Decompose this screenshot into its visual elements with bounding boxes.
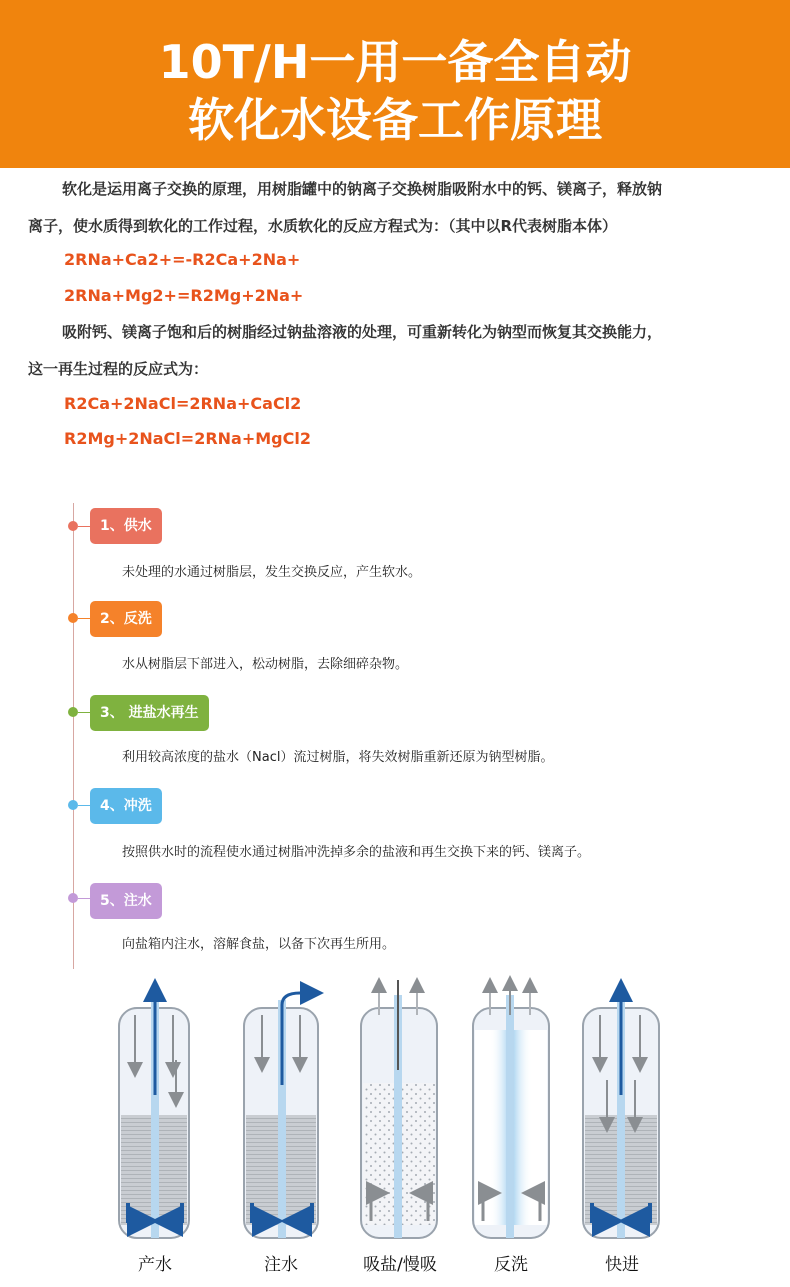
equation-softening-mg: 2RNa+Mg2+=R2Mg+2Na+ xyxy=(64,286,304,305)
title-line-2: 软化水设备工作原理 xyxy=(188,93,602,147)
timeline-dot xyxy=(68,800,78,810)
equation-regeneration-mg: R2Mg+2NaCl=2RNa+MgCl2 xyxy=(64,429,311,448)
step-label: 4、冲洗 xyxy=(90,788,162,824)
caption-backwash: 反洗 xyxy=(494,1255,528,1275)
step-description: 水从树脂层下部进入，松动树脂，去除细碎杂物。 xyxy=(122,657,409,672)
timeline-dot xyxy=(68,893,78,903)
timeline-connector xyxy=(78,898,90,899)
intro-p2-line2: 这一再生过程的反应式为： xyxy=(28,360,209,378)
step-label: 2、反洗 xyxy=(90,601,162,637)
step-description: 利用较高浓度的盐水（Nacl）流过树脂，将失效树脂重新还原为钠型树脂。 xyxy=(122,750,554,765)
tank-fast-rinse xyxy=(583,990,659,1238)
intro-p1-line2: 离子，使水质得到软化的工作过程，水质软化的反应方程式为：（其中以R代表树脂本体） xyxy=(28,217,618,235)
timeline-connector xyxy=(78,618,90,619)
timeline-connector xyxy=(78,712,90,713)
title-line-1: 10T/H一用一备全自动 xyxy=(158,35,632,89)
tank-service xyxy=(119,990,189,1238)
step-description: 向盐箱内注水，溶解食盐，以备下次再生所用。 xyxy=(122,937,396,952)
step-label: 5、注水 xyxy=(90,883,162,919)
caption-service: 产水 xyxy=(138,1255,172,1275)
intro-p1-line1: 软化是运用离子交换的原理，用树脂罐中的钠离子交换树脂吸附水中的钙、镁离子，释放钠 xyxy=(62,180,663,198)
tank-backwash xyxy=(473,983,549,1238)
title-banner xyxy=(0,0,790,168)
timeline-dot xyxy=(68,707,78,717)
timeline-connector xyxy=(78,526,90,527)
caption-refill: 注水 xyxy=(264,1255,298,1275)
intro-p2-line1: 吸附钙、镁离子饱和后的树脂经过钠盐溶液的处理，可重新转化为钠型而恢复其交换能力， xyxy=(62,323,663,341)
caption-fast-rinse: 快进 xyxy=(605,1255,639,1275)
step-label: 1、供水 xyxy=(90,508,162,544)
tank-refill xyxy=(244,993,318,1238)
step-description: 按照供水时的流程使水通过树脂冲洗掉多余的盐液和再生交换下来的钙、镁离子。 xyxy=(122,845,591,860)
equation-softening-ca: 2RNa+Ca2+=-R2Ca+2Na+ xyxy=(64,250,301,269)
tank-brine-draw xyxy=(361,980,437,1238)
step-label: 3、 进盐水再生 xyxy=(90,695,209,731)
caption-brine-draw: 吸盐/慢吸 xyxy=(363,1255,437,1275)
timeline-dot xyxy=(68,613,78,623)
timeline-connector xyxy=(78,805,90,806)
equation-regeneration-ca: R2Ca+2NaCl=2RNa+CaCl2 xyxy=(64,394,302,413)
timeline-dot xyxy=(68,521,78,531)
step-description: 未处理的水通过树脂层，发生交换反应，产生软水。 xyxy=(122,565,422,580)
tank-flow-diagram xyxy=(0,975,790,1287)
